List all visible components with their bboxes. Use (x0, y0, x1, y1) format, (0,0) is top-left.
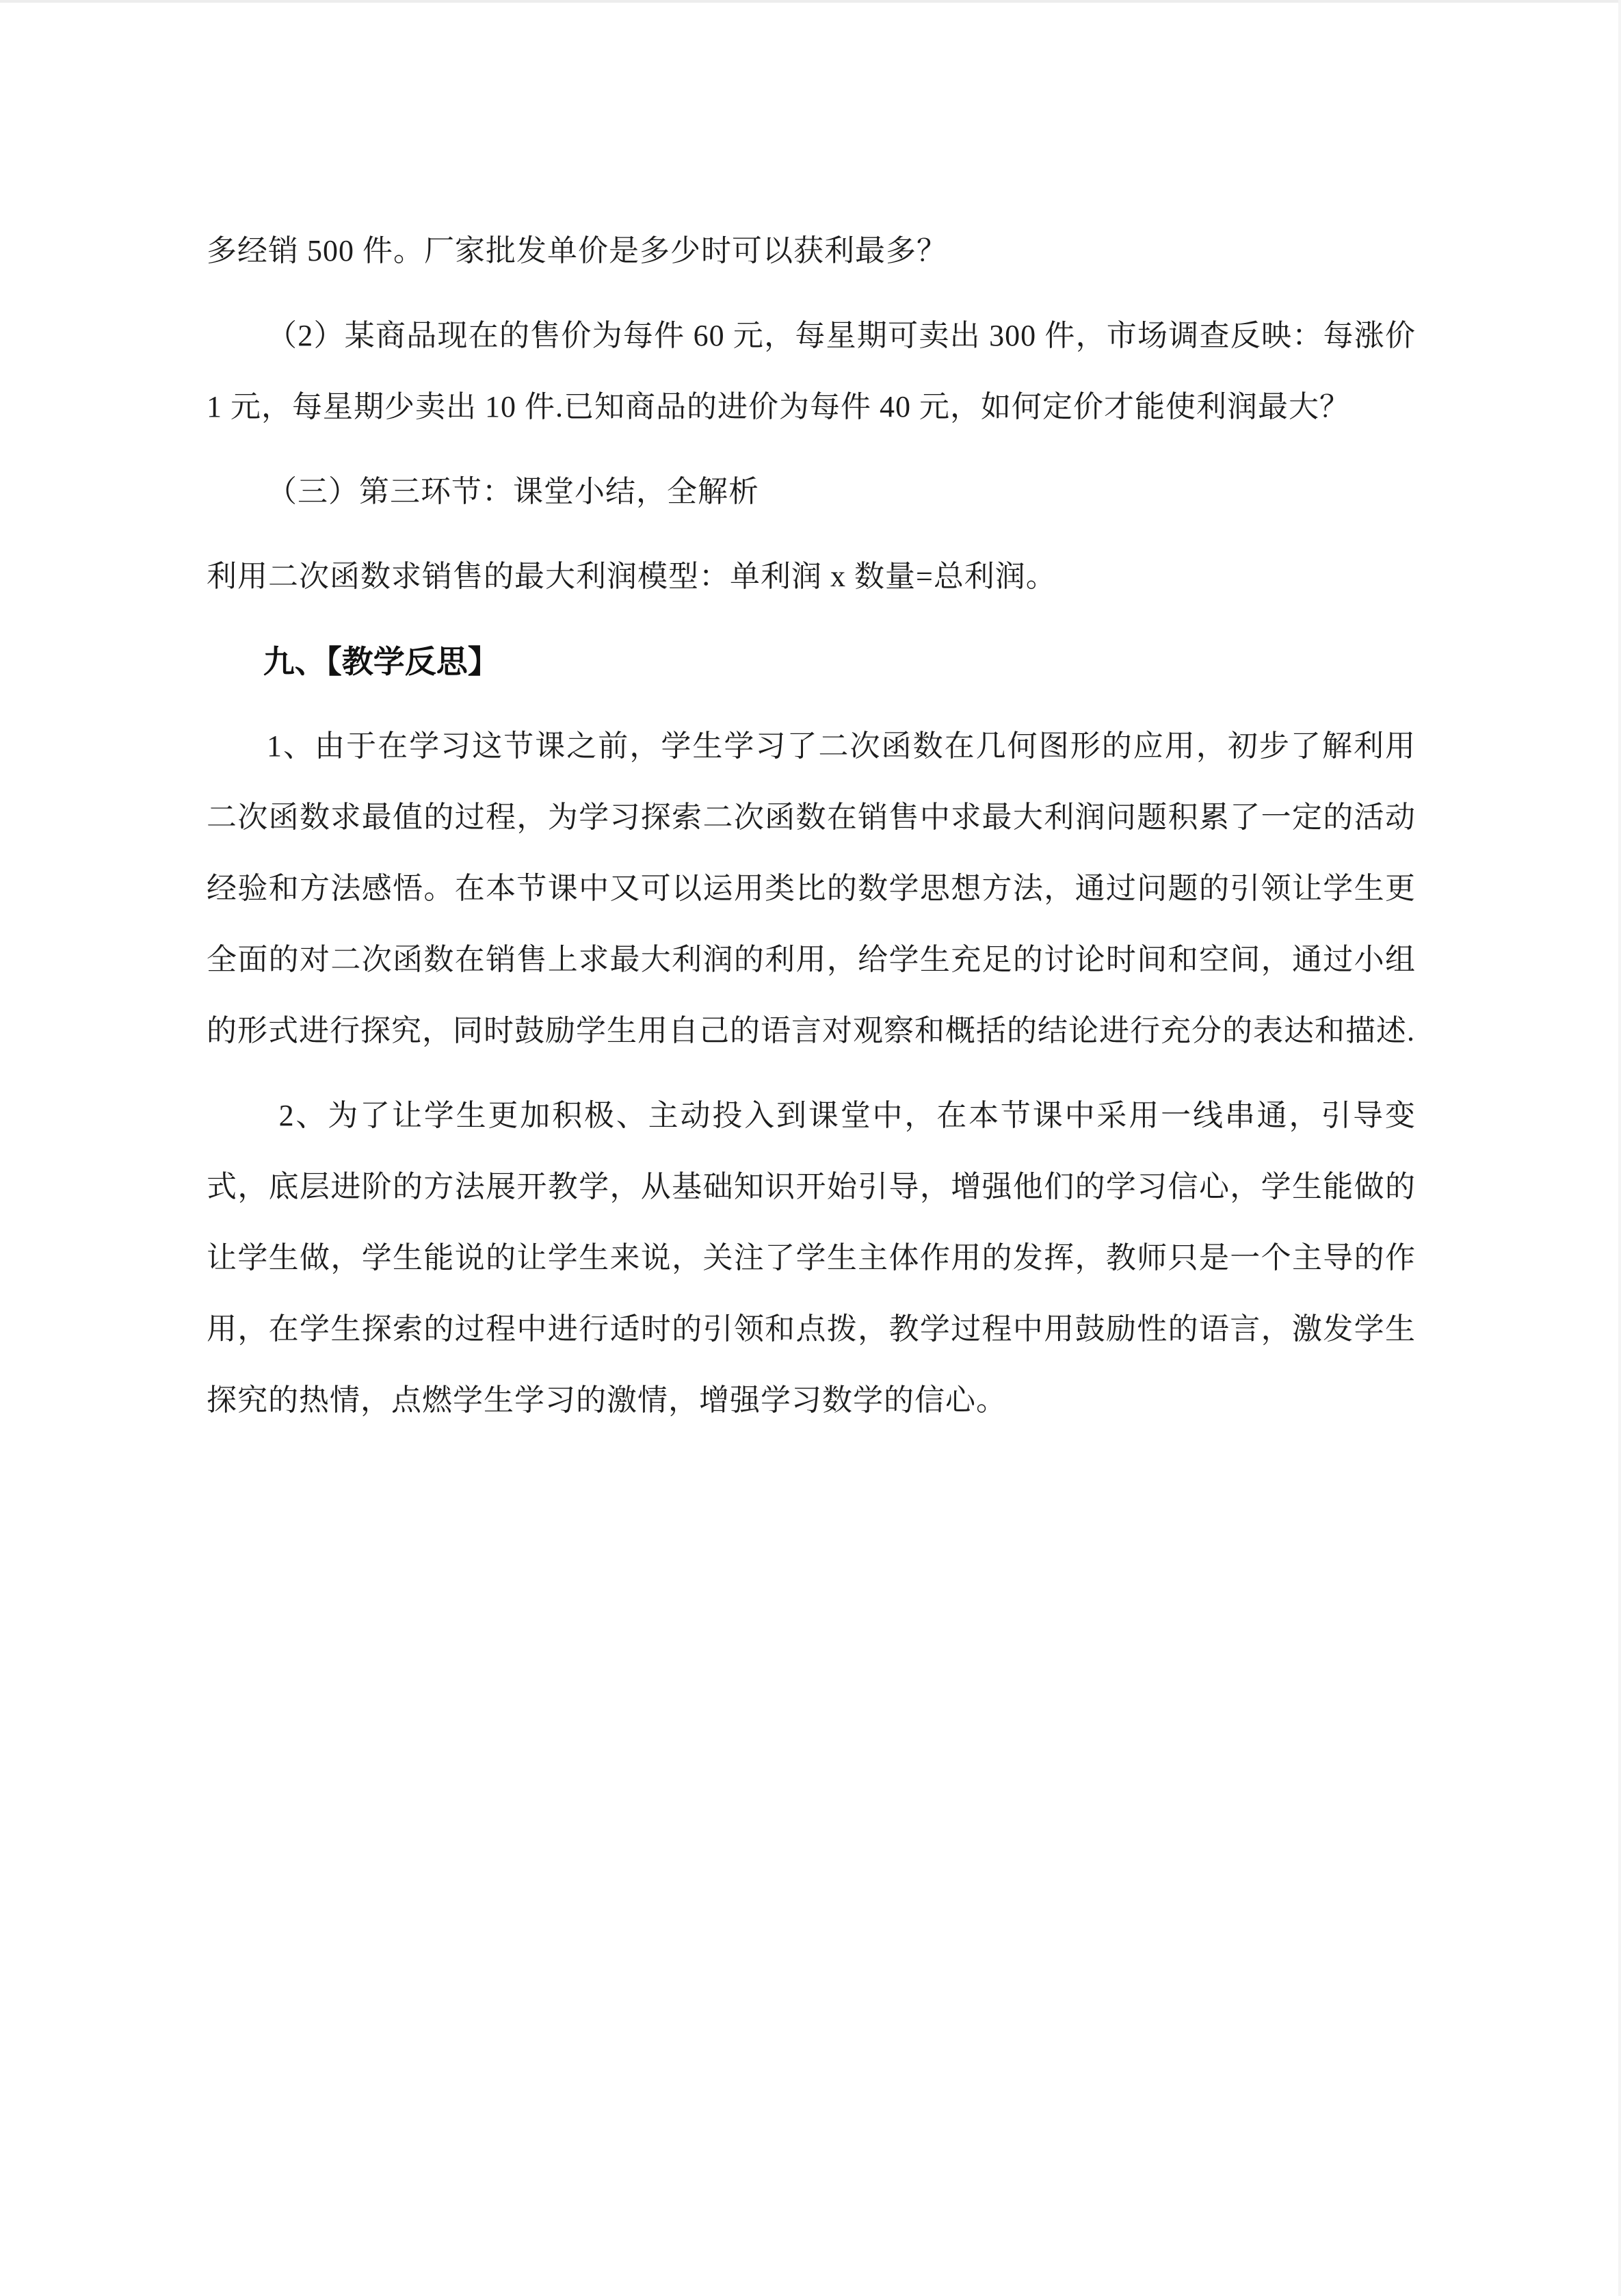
paragraph-profit-model: 利用二次函数求销售的最大利润模型：单利润 x 数量=总利润。 (207, 560, 1057, 593)
section-heading-teaching-reflection: 九、【教学反思】 (263, 644, 499, 679)
paragraph-section-three-title: （三）第三环节：课堂小结，全解析 (267, 475, 759, 508)
page-top-edge (0, 0, 1621, 3)
paragraph-reflection-1: 1、由于在学习这节课之前，学生学习了二次函数在几何图形的应用，初步了解利用二次函数求最值的过程，为学习探索二次函数在销售中求最大利润问题积累了一定的活动经验和方法感悟。在本节课中又可以运用类比的数学思想方法，通过问题的引领让学生更全面的对二次函数在销售上求最大利润的利用，给学生充足的讨论时间和空间，通过小组的形式进行探究，同时鼓励学生用自己的语言对观察和概括的结论进行充分的表达和描述. (207, 729, 1416, 1047)
paragraph-problem1-continuation: 多经销 500 件。厂家批发单价是多少时可以获利最多？ (207, 234, 947, 268)
page-right-edge (1618, 0, 1621, 2296)
paragraph-problem-2: （2）某商品现在的售价为每件 60 元，每星期可卖出 300 件，市场调查反映：每涨价 1 元，每星期少卖出 10 件.已知商品的进价为每件 40 元，如何定价才能使利润最大？ (207, 319, 1416, 423)
paragraph-reflection-2: 2、为了让学生更加积极、主动投入到课堂中，在本节课中采用一线串通，引导变式，底层进阶的方法展开教学，从基础知识开始引导，增强他们的学习信心，学生能做的让学生做，学生能说的让学生来说，关注了学生主体作用的发挥，教师只是一个主导的作用，在学生探索的过程中进行适时的引领和点拨，教学过程中用鼓励性的语言，激发学生探究的热情，点燃学生学习的激情，增强学习数学的信心。 (207, 1099, 1416, 1417)
